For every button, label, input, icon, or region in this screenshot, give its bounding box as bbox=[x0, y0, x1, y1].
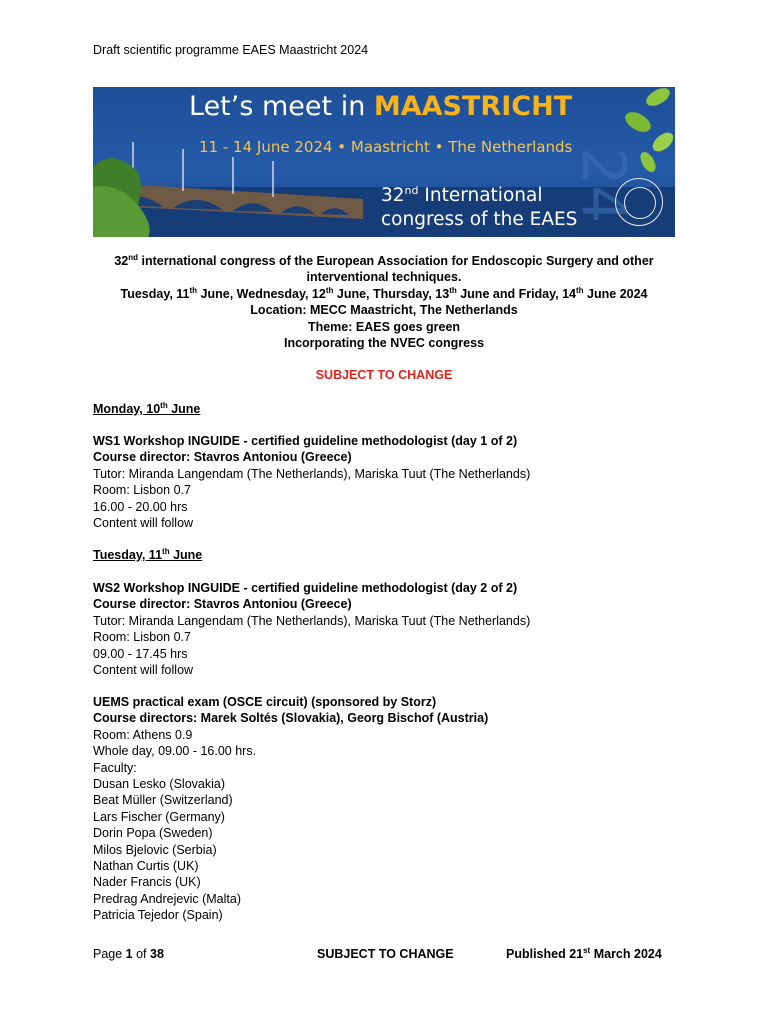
intro-incorporating: Incorporating the NVEC congress bbox=[283, 336, 485, 351]
ws2-tutor: Tutor: Miranda Langendam (The Netherlands), Mariska Tuut (The Netherlands) bbox=[93, 613, 531, 628]
faculty-member: Predrag Andrejevic (Malta) bbox=[93, 891, 241, 906]
published-b: March 2024 bbox=[590, 947, 662, 961]
tuesday-day-b: June bbox=[169, 548, 203, 562]
day-heading-tuesday bbox=[93, 547, 202, 563]
banner-title-prefix: Let’s meet in bbox=[189, 91, 374, 122]
footer-subject-to-change: SUBJECT TO CHANGE bbox=[317, 947, 454, 961]
congress-ordinal-suffix: nd bbox=[404, 184, 419, 197]
uems-title: UEMS practical exam (OSCE circuit) (sponsored by Storz) bbox=[93, 695, 437, 709]
intro-date-c: June, Thursday, 13 bbox=[333, 286, 450, 301]
intro-date-sup2: th bbox=[325, 285, 334, 295]
ws1-session bbox=[93, 433, 530, 531]
banner-title-city: MAASTRICHT bbox=[373, 91, 573, 122]
ws2-director: Course director: Stavros Antoniou (Greece) bbox=[93, 597, 352, 612]
page-of: of bbox=[132, 947, 150, 961]
uems-session bbox=[93, 694, 488, 924]
ws2-title: WS2 Workshop INGUIDE - certified guideline methodologist (day 2 of 2) bbox=[93, 581, 518, 595]
svg-text:24: 24 bbox=[568, 147, 638, 224]
page-current: 1 bbox=[125, 947, 133, 961]
banner-headline bbox=[189, 91, 572, 122]
congress-intro bbox=[93, 253, 675, 351]
ws1-room: Room: Lisbon 0.7 bbox=[93, 483, 191, 498]
monday-day-sup: th bbox=[160, 400, 168, 410]
intro-dates bbox=[93, 286, 675, 302]
published-a: Published 21 bbox=[506, 947, 584, 961]
tuesday-section bbox=[93, 547, 202, 563]
uems-directors: Course directors: Marek Soltés (Slovakia), Georg Bischof (Austria) bbox=[93, 711, 489, 726]
monday-day-b: June bbox=[167, 402, 201, 416]
footer-published-date bbox=[506, 947, 662, 961]
day-heading-monday bbox=[93, 401, 200, 417]
ws1-tutor: Tutor: Miranda Langendam (The Netherlands), Mariska Tuut (The Netherlands) bbox=[93, 466, 531, 481]
subject-to-change-notice: SUBJECT TO CHANGE bbox=[315, 368, 453, 382]
page-total: 38 bbox=[150, 947, 164, 961]
faculty-member: Dusan Lesko (Slovakia) bbox=[93, 777, 226, 792]
uems-faculty-label: Faculty: bbox=[93, 760, 137, 775]
ws1-content: Content will follow bbox=[93, 516, 194, 531]
document-header: Draft scientific programme EAES Maastricht 2024 bbox=[93, 43, 369, 57]
intro-date-sup3: th bbox=[449, 285, 457, 295]
intro-ordinal-suffix: nd bbox=[128, 252, 139, 262]
uems-time: Whole day, 09.00 - 16.00 hrs. bbox=[93, 744, 257, 759]
published-sup: st bbox=[583, 945, 591, 955]
intro-location: Location: MECC Maastricht, The Netherlands bbox=[250, 303, 518, 318]
ws2-session bbox=[93, 580, 530, 678]
ws2-room: Room: Lisbon 0.7 bbox=[93, 630, 191, 645]
intro-date-d: June and Friday, 14 bbox=[456, 286, 577, 301]
congress-ordinal: 32 bbox=[381, 185, 405, 207]
uems-room: Room: Athens 0.9 bbox=[93, 727, 193, 742]
ws1-time: 16.00 - 20.00 hrs bbox=[93, 499, 188, 514]
intro-date-sup1: th bbox=[189, 285, 198, 295]
tuesday-day-sup: th bbox=[162, 546, 170, 556]
faculty-member: Nader Francis (UK) bbox=[93, 875, 201, 890]
congress-line2: congress of the EAES bbox=[381, 209, 578, 231]
ws2-content: Content will follow bbox=[93, 663, 194, 678]
ws2-time: 09.00 - 17.45 hrs bbox=[93, 646, 188, 661]
page-number bbox=[93, 947, 164, 961]
intro-line1: international congress of the European Association for Endoscopic Surgery and other bbox=[138, 254, 654, 268]
banner-dates: 11 - 14 June 2024 • Maastricht • The Netherlands bbox=[199, 138, 573, 156]
faculty-member: Beat Müller (Switzerland) bbox=[93, 793, 233, 808]
ws1-title: WS1 Workshop INGUIDE - certified guideline methodologist (day 1 of 2) bbox=[93, 434, 518, 448]
intro-date-sup4: th bbox=[576, 285, 584, 295]
faculty-member: Nathan Curtis (UK) bbox=[93, 859, 199, 874]
ws1-director: Course director: Stavros Antoniou (Greece) bbox=[93, 450, 352, 465]
banner-congress-name bbox=[381, 179, 577, 232]
faculty-member: Dorin Popa (Sweden) bbox=[93, 826, 213, 841]
intro-line2: interventional techniques. bbox=[306, 270, 462, 285]
intro-date-a: Tuesday, 11 bbox=[120, 286, 190, 301]
intro-date-b: June, Wednesday, 12 bbox=[197, 286, 326, 301]
congress-line1: International bbox=[418, 185, 543, 207]
congress-banner bbox=[93, 87, 675, 237]
page-label: Page bbox=[93, 947, 126, 961]
eaes-seal-logo bbox=[615, 178, 663, 226]
faculty-list bbox=[93, 776, 488, 924]
tuesday-day-a: Tuesday, 11 bbox=[93, 548, 163, 562]
intro-theme: Theme: EAES goes green bbox=[307, 319, 461, 334]
monday-section bbox=[93, 401, 200, 417]
faculty-member: Milos Bjelovic (Serbia) bbox=[93, 842, 217, 857]
monday-day-a: Monday, 10 bbox=[93, 402, 161, 416]
faculty-member: Lars Fischer (Germany) bbox=[93, 809, 225, 824]
intro-date-e: June 2024 bbox=[583, 286, 648, 301]
intro-ordinal: 32 bbox=[114, 254, 129, 268]
faculty-member: Patricia Tejedor (Spain) bbox=[93, 908, 223, 923]
